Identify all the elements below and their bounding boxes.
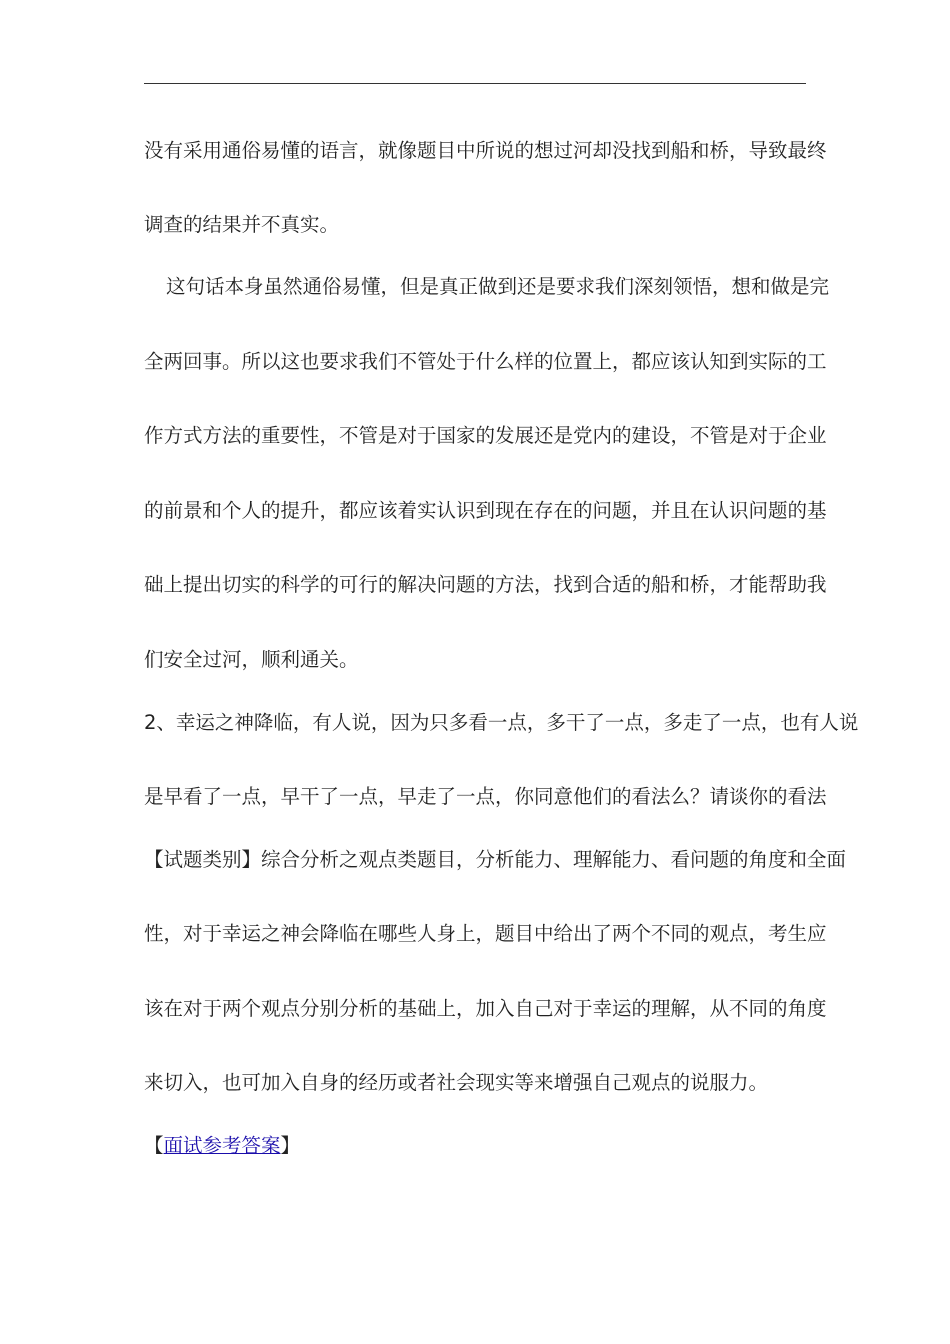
body-line: 调查的结果并不真实。 (144, 213, 340, 236)
answer-open-bracket: 【 (144, 1134, 164, 1157)
answer-link[interactable]: 面试参考答案 (163, 1134, 281, 1157)
answer-close-bracket: 】 (280, 1134, 301, 1157)
body-line: 全两回事。所以这也要求我们不管处于什么样的位置上，都应该认知到实际的工 (144, 350, 827, 373)
body-line: 性，对于幸运之神会降临在哪些人身上，题目中给出了两个不同的观点，考生应 (144, 922, 827, 945)
body-line: 来切入，也可加入自身的经历或者社会现实等来增强自己观点的说服力。 (144, 1071, 769, 1094)
header-rule (144, 83, 806, 84)
body-line: 作方式方法的重要性，不管是对于国家的发展还是党内的建设，不管是对于企业 (144, 424, 827, 447)
paragraph-first-line: 这句话本身虽然通俗易懂，但是真正做到还是要求我们深刻领悟，想和做是完 (166, 275, 830, 298)
body-line: 该在对于两个观点分别分析的基础上，加入自己对于幸运的理解，从不同的角度 (144, 997, 827, 1020)
body-line: 们安全过河，顺利通关。 (144, 648, 359, 671)
answer-heading (144, 1132, 806, 1160)
question-line: 是早看了一点，早干了一点，早走了一点，你同意他们的看法么？请谈你的看法 (144, 785, 827, 808)
body-line: 没有采用通俗易懂的语言，就像题目中所说的想过河却没找到船和桥，导致最终 (144, 139, 827, 162)
body-line: 的前景和个人的提升，都应该着实认识到现在存在的问题，并且在认识问题的基 (144, 499, 827, 522)
category-line: 【试题类别】综合分析之观点类题目，分析能力、理解能力、看问题的角度和全面 (144, 848, 847, 871)
question-line: 2、幸运之神降临，有人说，因为只多看一点，多干了一点，多走了一点，也有人说 (144, 711, 859, 734)
body-line: 础上提出切实的科学的可行的解决问题的方法，找到合适的船和桥，才能帮助我 (144, 573, 827, 596)
